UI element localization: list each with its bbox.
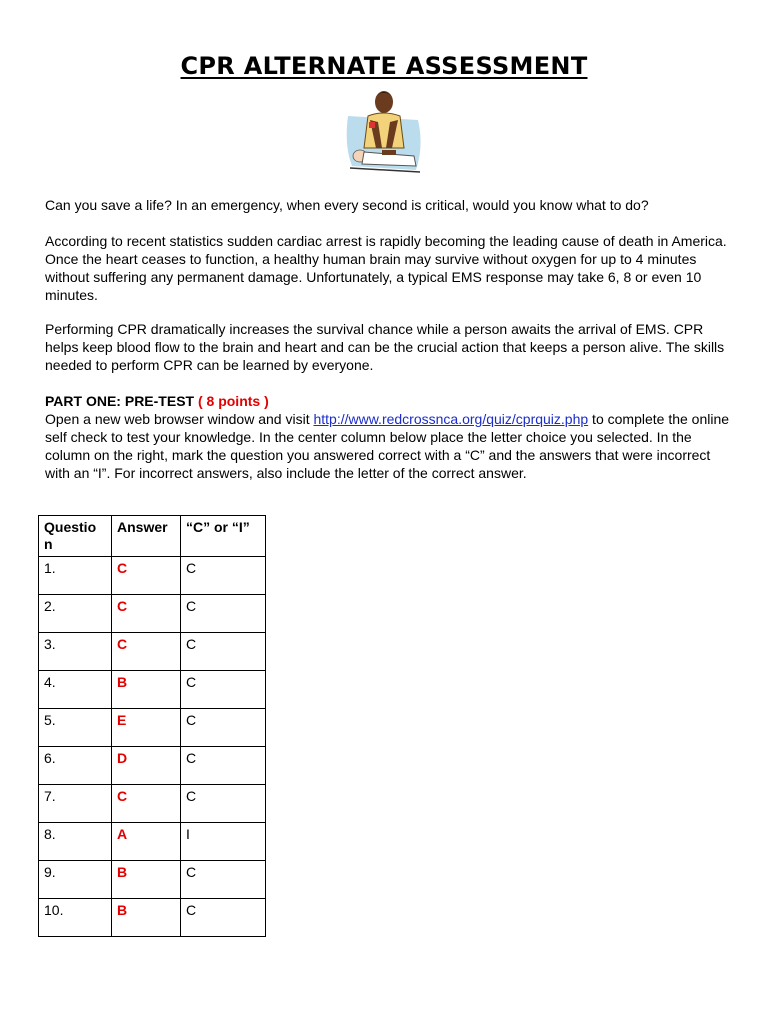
- page-title-text: CPR ALTERNATE ASSESSMENT: [180, 52, 588, 80]
- question-cell: 9.: [39, 861, 112, 899]
- question-cell: 7.: [39, 785, 112, 823]
- instructions-before-link: Open a new web browser window and visit: [45, 411, 314, 427]
- mark-cell[interactable]: C: [181, 709, 266, 747]
- table-row: [39, 899, 266, 937]
- question-cell: 3.: [39, 633, 112, 671]
- quiz-link[interactable]: http://www.redcrossnca.org/quiz/cprquiz.php: [313, 411, 589, 427]
- mark-cell[interactable]: C: [181, 557, 266, 595]
- answer-cell[interactable]: B: [112, 861, 181, 899]
- question-cell: 4.: [39, 671, 112, 709]
- part-one-title: PART ONE: PRE-TEST: [45, 393, 195, 409]
- part-one-instructions: [45, 410, 735, 482]
- part-one-heading: [45, 392, 269, 410]
- header-answer: Answer: [112, 516, 181, 557]
- intro-paragraph-2: According to recent statistics sudden cardiac arrest is rapidly becoming the leading cause of death in America. Once the heart ceases to function, a healthy human brain may survive without oxygen for up to 4 minutes without suffering any permanent damage. Unfortunately, a typical EMS response may take 6, 8 or even 10 minutes.: [45, 233, 727, 303]
- answer-cell[interactable]: C: [112, 595, 181, 633]
- table-row: [39, 595, 266, 633]
- question-cell: 1.: [39, 557, 112, 595]
- table-row: [39, 557, 266, 595]
- question-cell: 5.: [39, 709, 112, 747]
- intro-paragraph-3: Performing CPR dramatically increases the survival chance while a person awaits the arrival of EMS. CPR helps keep blood flow to the brain and heart and can be the crucial action that keeps a person alive. The skills needed to perform CPR can be learned by everyone.: [45, 321, 725, 373]
- question-cell: 8.: [39, 823, 112, 861]
- answer-table: [38, 515, 266, 937]
- mark-cell[interactable]: C: [181, 747, 266, 785]
- table-row: [39, 633, 266, 671]
- answer-cell[interactable]: E: [112, 709, 181, 747]
- answer-cell[interactable]: C: [112, 785, 181, 823]
- question-cell: 6.: [39, 747, 112, 785]
- mark-cell[interactable]: C: [181, 595, 266, 633]
- answer-cell[interactable]: C: [112, 557, 181, 595]
- mark-cell[interactable]: C: [181, 899, 266, 937]
- answer-cell[interactable]: C: [112, 633, 181, 671]
- table-row: [39, 823, 266, 861]
- cpr-rescuer-clipart-icon: [342, 86, 426, 182]
- answer-cell[interactable]: B: [112, 899, 181, 937]
- answer-table-header-row: [39, 516, 266, 557]
- mark-cell[interactable]: C: [181, 633, 266, 671]
- header-mark: “C” or “I”: [181, 516, 266, 557]
- answer-cell[interactable]: D: [112, 747, 181, 785]
- mark-cell[interactable]: I: [181, 823, 266, 861]
- question-cell: 10.: [39, 899, 112, 937]
- table-row: [39, 785, 266, 823]
- header-question: Questio n: [39, 516, 112, 557]
- page-title: [0, 52, 768, 80]
- mark-cell[interactable]: C: [181, 861, 266, 899]
- intro-paragraph-1: Can you save a life? In an emergency, when every second is critical, would you know what to do?: [45, 197, 649, 213]
- question-cell: 2.: [39, 595, 112, 633]
- table-row: [39, 709, 266, 747]
- table-row: [39, 861, 266, 899]
- mark-cell[interactable]: C: [181, 785, 266, 823]
- instructions-after-link: to complete the online self check to test your knowledge. In the center column below place the letter choice you selected. In the column on the right, mark the question you answered correct with a “C” and the answers that were incorrect with an “I”. For incorrect answers, also include the letter of the correct answer.: [45, 411, 730, 481]
- part-one-points: ( 8 points ): [197, 393, 269, 409]
- table-row: [39, 671, 266, 709]
- answer-cell[interactable]: B: [112, 671, 181, 709]
- mark-cell[interactable]: C: [181, 671, 266, 709]
- answer-cell[interactable]: A: [112, 823, 181, 861]
- table-row: [39, 747, 266, 785]
